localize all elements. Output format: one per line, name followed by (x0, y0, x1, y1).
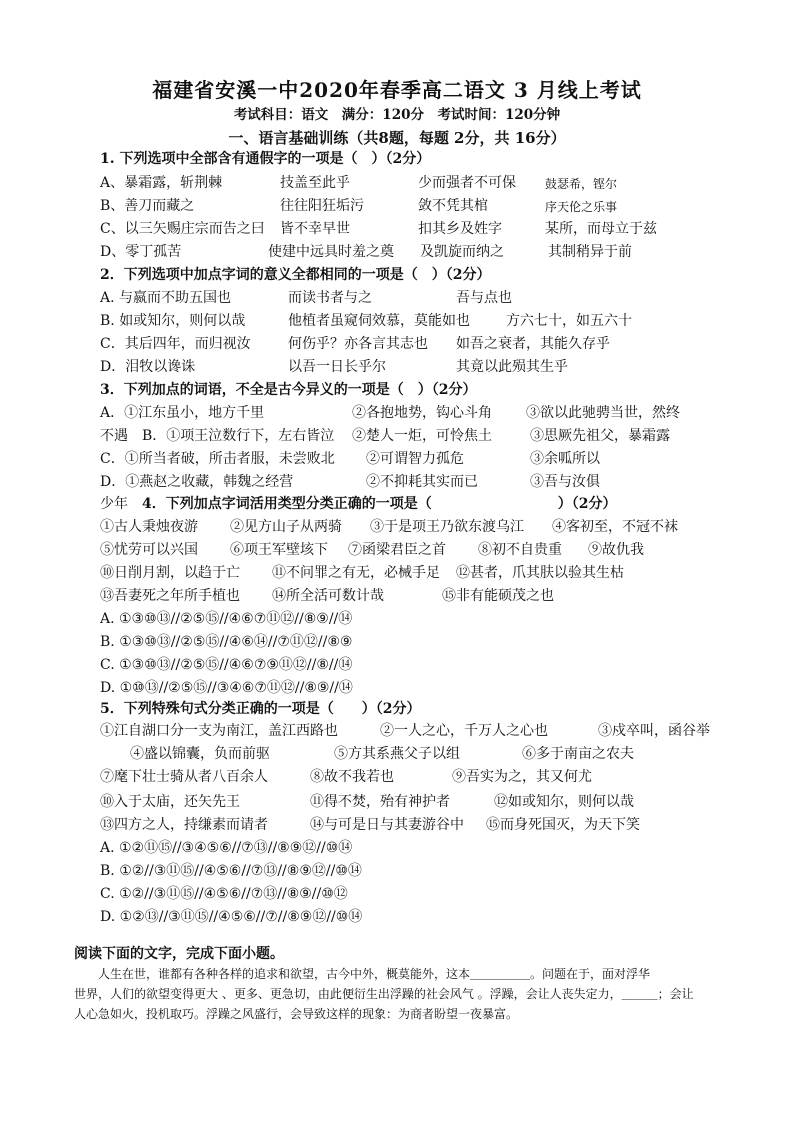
q5-item-8: ⑧故不我若也 (310, 769, 394, 785)
q3-row-a-3: ③欲以此驰骋当世，然终 (526, 405, 680, 421)
q2-row-c-3: 如吾之衰者，其能久存乎 (456, 336, 610, 352)
reading-line-3: 人心急如火，投机取巧。浮躁之风盛行，会导致这样的现象：为商者盼望一夜暴富。 (74, 1007, 519, 1021)
q5-option-b: B. ①②//③⑪⑮//④⑤⑥//⑦⑬//⑧⑨⑫//⑩⑭ (100, 863, 362, 879)
q4-item-9: ⑨故仇我 (588, 542, 644, 558)
q2-row-a-1: A. 与嬴而不助五国也 (100, 290, 232, 306)
q5-item-12: ⑫如或知尔，则何以哉 (494, 794, 634, 810)
question-2-stem: 2．下列选项中加点字词的意义全都相同的一项是（ ）（2分） (100, 267, 491, 283)
question-5-stem: 5．下列特殊句式分类正确的一项是（ ）（2分） (100, 701, 421, 717)
q1-row-b-1: B、善刀而藏之 (100, 198, 195, 214)
q2-row-b-2: 他植者虽窥伺效慕，莫能如也 (288, 313, 470, 329)
q5-item-5: ⑤方其系燕父子以组 (334, 746, 460, 762)
q5-item-7: ⑦麾下壮士骑从者八百余人 (100, 769, 268, 785)
q1-row-a-2: 技盖至此乎 (280, 175, 350, 191)
q1-row-d-3: 及凯旋而纳之 (420, 244, 504, 260)
q1-row-c-1: C、以三矢赐庄宗而告之曰 (100, 221, 265, 237)
reading-line-2: 世界，人们的欲望变得更大 、更多、更急切，由此便衍生出浮躁的社会风气 。浮躁，会让人丧失定力，＿＿＿；会让 (74, 987, 694, 1001)
q4-item-15: ⑮非有能硕茂之也 (442, 588, 554, 604)
q1-row-b-2: 往往阳狂垢污 (280, 198, 364, 214)
q3-row-b-3: ③思厥先祖父，暴霜露 (530, 428, 670, 444)
q3-tail-text: 少年 (100, 496, 128, 512)
q5-option-a: A. ①②⑪⑮//③④⑤⑥//⑦⑬//⑧⑨⑫//⑩⑭ (100, 840, 353, 856)
q5-item-6: ⑥多于南亩之农夫 (522, 746, 634, 762)
question-3-stem: 3．下列加点的词语，不全是古今异义的一项是（ ）（2分） (100, 382, 477, 398)
q1-row-a-1: A、暴霜露，斩荆棘 (100, 175, 223, 191)
q1-row-d-4: 其制稍异于前 (548, 244, 632, 260)
q2-row-d-1: D．泪牧以谗诛 (100, 359, 196, 375)
q5-item-2: ②一人之心，千万人之心也 (380, 723, 548, 739)
q3-row-a-1: A．①江东虽小，地方千里 (100, 405, 265, 421)
q3-row-b-2: ②楚人一炬，可怜焦土 (352, 428, 492, 444)
q5-option-c: C. ①②//③⑪⑮//④⑤⑥//⑦⑬//⑧⑨//⑩⑫ (100, 886, 348, 902)
q4-option-a: A. ①③⑩⑬//②⑤⑮//④⑥⑦⑪⑫//⑧⑨//⑭ (100, 611, 353, 627)
reading-heading: 阅读下面的文字，完成下面小题。 (74, 946, 284, 962)
q1-row-b-4: 序天伦之乐事 (545, 200, 618, 214)
q4-item-4: ④客初至，不冠不袜 (552, 519, 678, 535)
q2-row-a-3: 吾与点也 (456, 290, 512, 306)
q2-row-c-1: C．其后四年，而归视汝 (100, 336, 251, 352)
q1-row-c-4: 某所，而母立于兹 (545, 221, 657, 237)
q2-row-b-1: B. 如或知尔，则何以哉 (100, 313, 246, 329)
q2-row-d-3: 其竟以此殒其生乎 (456, 359, 568, 375)
q4-option-d: D. ①⑩⑬//②⑤⑮//③④⑥⑦⑪⑫//⑧⑨//⑭ (100, 680, 353, 696)
q4-item-2: ②见方山子从两骑 (230, 519, 342, 535)
page-title: 福建省安溪一中2020年春季高二语文 3 月线上考试 (152, 78, 642, 102)
exam-info: 考试科目：语文 满分：120分 考试时间：120分钟 (233, 107, 561, 123)
q5-item-4: ④盛以锦囊，负而前驱 (130, 746, 270, 762)
q4-item-5: ⑤忧劳可以兴国 (100, 542, 198, 558)
q4-item-8: ⑧初不自贵重 (478, 542, 562, 558)
q4-option-c: C. ①③⑩⑬//②⑤⑮//④⑥⑦⑨⑪⑫//⑧//⑭ (100, 657, 353, 673)
q3-row-d-3: ③吾与汝俱 (530, 474, 600, 490)
q3-row-c-1: C．①所当者破，所击者服，未尝败北 (100, 451, 335, 467)
q3-row-c-2: ②可谓智力孤危 (366, 451, 464, 467)
q1-row-c-2: 皆不幸早世 (280, 221, 350, 237)
q4-item-7: ⑦函梁君臣之首 (348, 542, 446, 558)
q2-row-a-2: 而读书者与之 (288, 290, 372, 306)
q3-row-d-1: D．①燕赵之收藏，韩魏之经营 (100, 474, 294, 490)
q5-item-3: ③戍卒叫，函谷举 (598, 723, 710, 739)
q5-item-13: ⑬四方之人，持缣素而请者 (100, 817, 268, 833)
q5-option-d: D. ①②⑬//③⑪⑮//④⑤⑥//⑦//⑧⑨⑫//⑩⑭ (100, 909, 363, 925)
q3-row-a-2: ②各抱地势，钩心斗角 (352, 405, 492, 421)
q5-item-9: ⑨吾实为之，其又何尤 (452, 769, 592, 785)
q3-row-c-3: ③余呱所以 (530, 451, 600, 467)
q4-item-3: ③于是项王乃欲东渡乌江 (370, 519, 524, 535)
question-4-stem: 4．下列加点字词活用类型分类正确的一项是（ ）（2分） (142, 496, 617, 512)
q4-item-14: ⑭所全活可数计哉 (272, 588, 384, 604)
q1-row-d-2: 使建中远具时羞之奠 (268, 244, 394, 260)
reading-line-1: 人生在世，谁都有各种各样的追求和欲望，古今中外，概莫能外，这本＿＿＿＿＿。问题在于，面对浮华 (74, 967, 651, 981)
q5-item-14: ⑭与可是日与其妻游谷中 (310, 817, 464, 833)
q3-row-b-1: 不遇 B．①项王泣数行下，左右皆泣 (100, 428, 335, 444)
q1-row-c-3: 扣其乡及姓字 (418, 221, 502, 237)
q4-item-6: ⑥项王军壁垓下 (230, 542, 328, 558)
q4-option-b: B. ①③⑩⑬//②⑤⑮//④⑥⑭//⑦⑪⑫//⑧⑨ (100, 634, 353, 650)
q2-row-b-3: 方六七十，如五六十 (506, 313, 632, 329)
q2-row-d-2: 以吾一日长乎尔 (288, 359, 386, 375)
q1-row-d-1: D、零丁孤苦 (100, 244, 182, 260)
q3-row-d-2: ②不抑耗其实而已 (366, 474, 478, 490)
q1-row-a-4: 鼓瑟希，铿尔 (545, 177, 618, 191)
q5-item-11: ⑪得不焚，殆有神护者 (310, 794, 450, 810)
q4-item-10: ⑩日削月割，以趋于亡 (100, 565, 240, 581)
q5-item-10: ⑩入于太庙，还矢先王 (100, 794, 240, 810)
q4-item-1: ①古人秉烛夜游 (100, 519, 198, 535)
q4-item-12: ⑫甚者，爪其肤以验其生枯 (456, 565, 624, 581)
q4-item-11: ⑪不问罪之有无，必械手足 (272, 565, 440, 581)
q4-item-13: ⑬吾妻死之年所手植也 (100, 588, 240, 604)
q5-item-1: ①江自湖口分一支为南江，盖江西路也 (100, 723, 338, 739)
q5-item-15: ⑮而身死国灭，为天下笑 (486, 817, 640, 833)
q1-row-b-3: 敛不凭其棺 (418, 198, 488, 214)
q2-row-c-2: 何伤乎？亦各言其志也 (288, 336, 428, 352)
section-heading: 一、语言基础训练（共8题，每题 2分，共 16分） (228, 129, 566, 147)
q1-row-a-3: 少而强者不可保 (418, 175, 516, 191)
question-1-stem: 1. 下列选项中全部含有通假字的一项是（ ）（2分） (100, 151, 431, 167)
